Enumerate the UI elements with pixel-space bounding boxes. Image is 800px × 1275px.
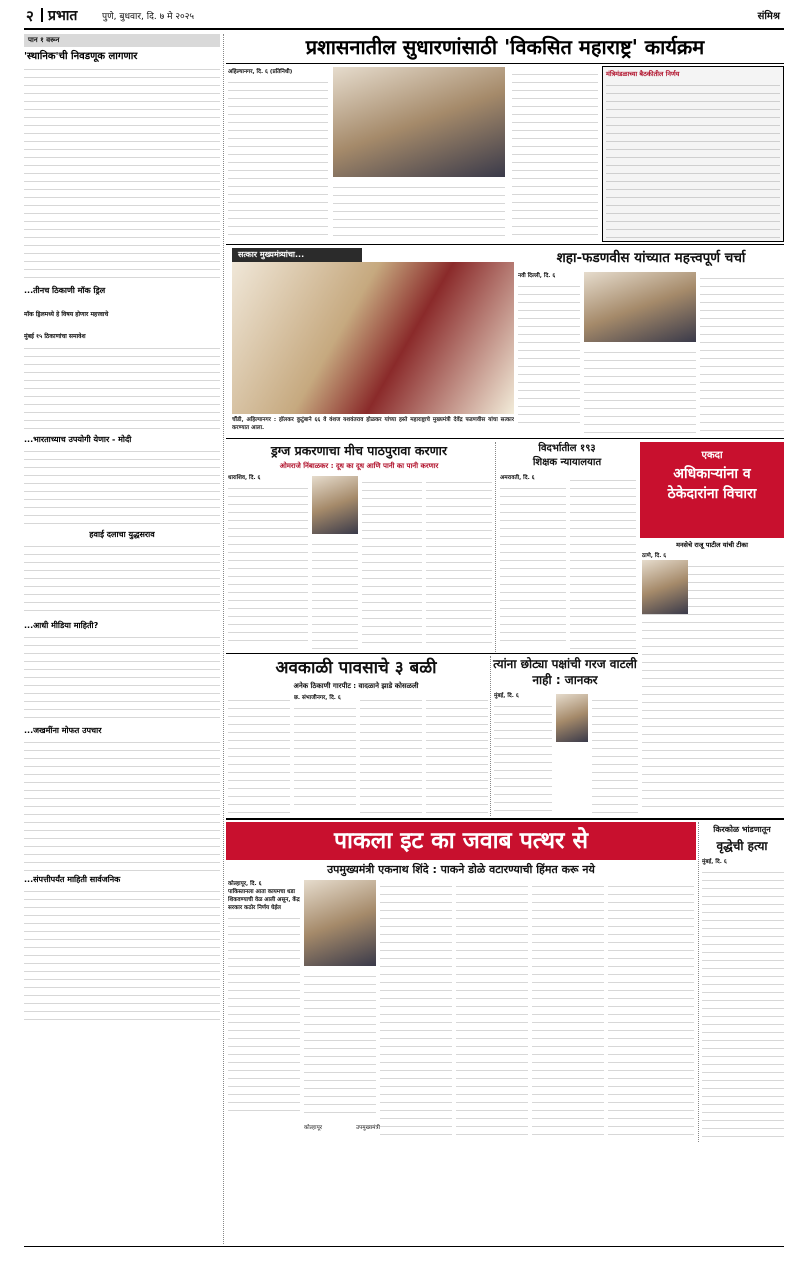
kirkol-headline: वृद्धेची हत्या bbox=[716, 839, 768, 853]
jankar-body-1 bbox=[494, 700, 552, 812]
left-text-3 bbox=[24, 445, 220, 527]
banner-photo bbox=[304, 880, 376, 966]
shah-story-photo bbox=[584, 272, 696, 342]
left-text-6 bbox=[24, 736, 220, 872]
kirkol-col bbox=[702, 858, 784, 1140]
cabinet-box-title: मंत्रिमंडळाच्या बैठकीतील निर्णय bbox=[606, 70, 680, 78]
bottom-banner-subhead: उपमुख्यमंत्री एकनाथ शिंदे : पाकने डोळे वटारण्याची हिंमत करू नये bbox=[327, 863, 595, 876]
continued-tag: पान १ वरून bbox=[24, 34, 220, 47]
masthead-divider bbox=[41, 8, 43, 22]
left-column bbox=[24, 34, 220, 1244]
drugs-story-col-2 bbox=[312, 538, 358, 650]
left-heading-7: ...संपत्तीपर्यंत माहिती सार्वजनिक bbox=[24, 875, 121, 884]
banner-col-2 bbox=[304, 970, 376, 1120]
univ-story-col-1 bbox=[500, 474, 566, 650]
banner-col-6 bbox=[608, 880, 694, 1136]
bottom-banner bbox=[226, 822, 696, 860]
drugs-story-body-1 bbox=[228, 482, 308, 648]
mid-section-rule bbox=[226, 438, 784, 439]
ekda-col bbox=[642, 552, 784, 812]
ekda-sub: मनसेचे राजू पाटील यांची टीका bbox=[676, 541, 748, 549]
rain-col-4 bbox=[426, 694, 488, 814]
kirkol-tag: किरकोळ भांडणातून bbox=[713, 825, 771, 834]
kirkol-body bbox=[702, 866, 784, 1138]
felicitation-caption: चौंडी, अहिल्यानगर : हॉलकर कुटुंबाने ६६ वे वंशज यशवंतराव होळकर यांच्या हस्ते महाराष्ट्राचे मुख्यमंत्री देवेंद्र फडणवीस यांचा सत्कार करण्यात आला. bbox=[232, 417, 514, 431]
ekda-photo bbox=[642, 560, 688, 614]
bottom-banner-top-rule bbox=[226, 818, 784, 820]
top-story-rule bbox=[226, 63, 784, 64]
jankar-story-byline: मुंबई, दि. ६ bbox=[494, 693, 519, 699]
cabinet-decisions-box bbox=[602, 66, 784, 242]
top-section-rule bbox=[226, 244, 784, 245]
jankar-photo bbox=[556, 694, 588, 742]
masthead-rule bbox=[24, 28, 784, 30]
drugs-story-col-1 bbox=[228, 474, 308, 650]
shah-story-body-1 bbox=[518, 280, 580, 430]
banner-col-1 bbox=[228, 880, 300, 1136]
kirkol-byline: मुंबई, दि. ६ bbox=[702, 859, 727, 865]
ekda-kicker: एकदा bbox=[701, 450, 723, 461]
banner-body-1 bbox=[228, 912, 300, 1112]
drugs-story-byline: धाराशिव, दि. ६ bbox=[228, 475, 261, 481]
top-story-text-col-1 bbox=[228, 68, 328, 240]
banner-col-3 bbox=[380, 880, 452, 1136]
rain-col-2 bbox=[294, 694, 356, 814]
drugs-story-subhead: ओमराजे निंबाळकर : दूध का दूध आणि पानी का पानी करणार bbox=[279, 462, 439, 470]
dateline: पुणे, बुधवार, दि. ७ मे २०२५ bbox=[102, 12, 195, 22]
drugs-story-headline: ड्रग्ज प्रकरणाचा मीच पाठपुरावा करणार bbox=[270, 443, 447, 458]
left-heading-2: ...तीनच ठिकाणी मॉक ड्रिल bbox=[24, 286, 106, 295]
felicitation-photo bbox=[232, 262, 514, 414]
left-text-7 bbox=[24, 885, 220, 1025]
left-text-5 bbox=[24, 631, 220, 723]
page-bottom-rule bbox=[24, 1246, 784, 1247]
rain-story-headline: अवकाळी पावसाचे ३ बळी bbox=[275, 658, 437, 678]
drugs-story-col-4 bbox=[426, 476, 492, 650]
banner-caption-1: कोल्हापूर bbox=[304, 1125, 323, 1131]
shah-story-col-2 bbox=[584, 346, 696, 436]
shah-story-headline: शहा-फडणवीस यांच्यात महत्त्वपूर्ण चर्चा bbox=[556, 250, 746, 266]
univ-story-body-1 bbox=[500, 482, 566, 648]
shah-story-col-1 bbox=[518, 272, 580, 436]
top-story-text-col-2 bbox=[333, 181, 505, 241]
left-heading-4: हवाई दलाचा युद्धसराव bbox=[89, 530, 155, 539]
left-column-divider bbox=[223, 34, 224, 1244]
univ-story-tag: विदर्भातील १९३ bbox=[538, 443, 596, 454]
left-heading-1: 'स्थानिक'ची निवडणूक लागणार bbox=[24, 51, 138, 62]
left-heading-6: ...जखमींना मोफत उपचार bbox=[24, 726, 102, 735]
masthead bbox=[24, 6, 784, 26]
univ-story-byline: अमरावती, दि. ६ bbox=[500, 475, 535, 481]
drugs-story-photo bbox=[312, 476, 358, 534]
bottom-banner-headline: पाकला इट का जवाब पत्थर से bbox=[333, 828, 588, 854]
banner-caption-2: उपमुख्यमंत्री bbox=[356, 1125, 380, 1131]
univ-story-headline: शिक्षक न्यायालयात bbox=[532, 457, 602, 468]
left-text-4 bbox=[24, 540, 220, 618]
shah-story-col-3 bbox=[700, 272, 784, 436]
top-story-headline: प्रशासनातील सुधारणांसाठी 'विकसित महाराष्ट्र' कार्यक्रम bbox=[305, 35, 705, 59]
banner-col-5 bbox=[532, 880, 604, 1136]
jankar-col-1 bbox=[494, 692, 552, 814]
top-story-text-col-3 bbox=[512, 68, 598, 240]
left-heading-5: ...आधी मीडिया माहिती? bbox=[24, 621, 99, 630]
banner-lead: पाकिस्तानला आता कायमचा धडा शिकवण्याची वेळ आली असून, केंद्र सरकार कठोर निर्णय घेईल bbox=[228, 889, 300, 911]
kirkol-divider bbox=[698, 822, 699, 1142]
top-story-body-1 bbox=[228, 76, 328, 236]
drugs-story-col-3 bbox=[362, 476, 422, 650]
cabinet-box-body bbox=[606, 79, 780, 238]
left-subhead-2a: मॉक ड्रिलमध्ये हे विषय होणार महत्त्वाचे bbox=[24, 311, 109, 318]
top-story-byline: अहिल्यानगर, दि. ६ (प्रतिनिधी) bbox=[228, 69, 293, 75]
left-heading-3: ...भारताच्याच उपयोगी येणार - मोदी bbox=[24, 435, 132, 444]
paper-logo: प्रभात bbox=[48, 8, 78, 24]
rain-story-byline: छ. संभाजीनगर, दि. ६ bbox=[294, 695, 341, 701]
univ-story-divider bbox=[495, 442, 496, 652]
section-name: संमिश्र bbox=[757, 11, 780, 22]
univ-story-col-2 bbox=[570, 474, 636, 650]
rain-col-1 bbox=[228, 694, 290, 814]
felicitation-label: सत्कार मुख्यमंत्र्यांचा... bbox=[232, 248, 362, 262]
ekda-line-3: ठेकेदारांना विचारा bbox=[667, 486, 757, 502]
banner-col-4 bbox=[456, 880, 528, 1136]
jankar-story-headline: त्यांना छोट्या पक्षांची गरज वाटली नाही : जानकर bbox=[493, 657, 637, 687]
left-text-1 bbox=[24, 63, 220, 283]
shah-story-byline: नवी दिल्ली, दि. ६ bbox=[518, 273, 556, 279]
ekda-box bbox=[640, 442, 784, 538]
page-number: २ bbox=[26, 7, 34, 25]
left-subhead-2b: मुंबई १५ ठिकाणांचा समावेश bbox=[24, 333, 86, 340]
rain-body-2 bbox=[294, 702, 356, 812]
jankar-col-2 bbox=[592, 694, 638, 814]
ekda-byline: ठाणे, दि. ६ bbox=[642, 553, 667, 559]
rain-story-subhead: अनेक ठिकाणी गारपीट : वादळाने झाडे कोसळली bbox=[293, 682, 419, 690]
top-story-photo bbox=[333, 67, 505, 177]
rain-col-3 bbox=[360, 694, 422, 814]
lower-section-rule bbox=[226, 653, 638, 654]
banner-byline: कोल्हापूर, दि. ६ bbox=[228, 881, 262, 887]
left-text-2 bbox=[24, 342, 220, 432]
ekda-line-2: अधिकाऱ्यांना व bbox=[673, 466, 751, 482]
jankar-divider bbox=[490, 656, 491, 816]
